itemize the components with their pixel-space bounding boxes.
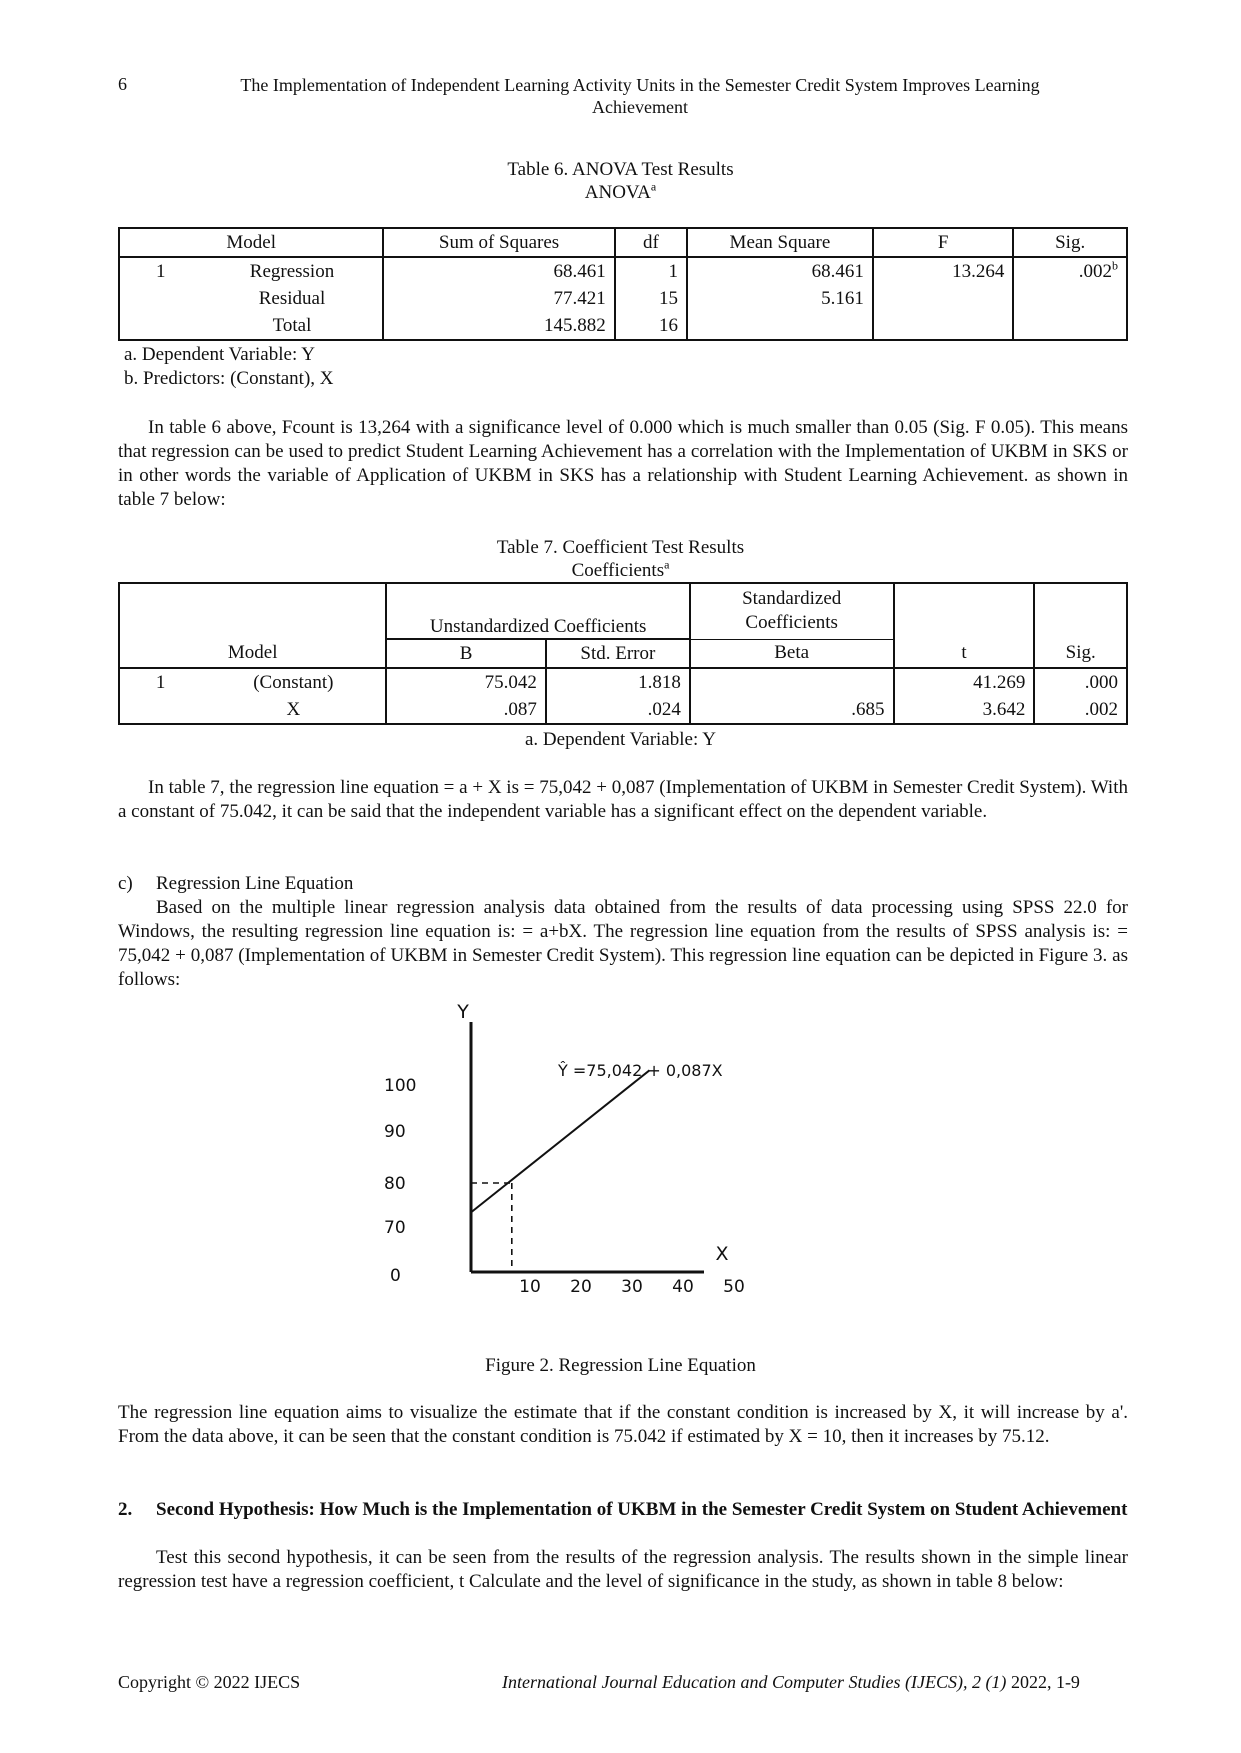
anova-cell	[1013, 312, 1127, 340]
coef-header-row-1	[119, 583, 1127, 639]
hypothesis2-body: Test this second hypothesis, it can be seen from the results of the regression analysis. The results shown in the simple linear regression test have a regression coefficient, t Calculate and the level of significance in the study, as shown in table 8 below:	[118, 1547, 1128, 1592]
equation-label: Ŷ =75,042 + 0,087X	[558, 1061, 723, 1080]
x-tick-label: 40	[672, 1277, 694, 1297]
table6-subcaption: ANOVA$^a$	[584, 179, 657, 203]
x-axis-label: X	[715, 1243, 729, 1265]
anova-cell: 68.461	[687, 257, 873, 285]
anova-cell: 15	[615, 285, 687, 312]
section-c-label: c)	[118, 873, 133, 894]
footer-copyright: Copyright © 2022 IJECS	[118, 1672, 301, 1692]
hypothesis2-title: Second Hypothesis: How Much is the Implementation of UKBM in the Semester Credit System on Student Achievement	[156, 1499, 1128, 1520]
footer-journal: International Journal Education and Computer Studies (IJECS), 2 (1) 2022, 1-9	[502, 1672, 1080, 1692]
table-row	[119, 668, 1127, 696]
coef-cell: .000	[1034, 668, 1127, 696]
anova-col-df: df	[615, 228, 687, 257]
section-c-title: Regression Line Equation	[156, 873, 354, 894]
anova-row-label: Residual	[258, 287, 326, 309]
coef-row-label: X	[201, 696, 386, 724]
hypothesis2-number: 2.	[118, 1499, 133, 1520]
x-tick-label: 30	[621, 1277, 643, 1297]
anova-cell: 16	[615, 312, 687, 340]
figure-caption: Figure 2. Regression Line Equation	[485, 1355, 756, 1376]
anova-cell: 5.161	[687, 285, 873, 312]
y-tick-label: 100	[384, 1076, 417, 1096]
anova-header-row	[119, 228, 1127, 257]
anova-cell: 77.421	[383, 285, 614, 312]
coef-model-number: 1	[119, 668, 201, 696]
y-tick-label: 90	[384, 1122, 406, 1142]
coef-cell: .024	[546, 696, 690, 724]
x-tick-label: 10	[519, 1277, 541, 1297]
coef-col-model: Model	[119, 639, 386, 668]
coef-col-sig: Sig.	[1034, 639, 1127, 668]
coef-cell: .087	[386, 696, 545, 724]
table-row	[119, 312, 1127, 340]
section-c-body: Based on the multiple linear regression analysis data obtained from the results of data processing using SPSS 22.0 for Windows, the resulting regression line equation is: = a+bX. The regression line equation from the results of SPSS analysis is: = 75,042 + 0,087 (Implementation of UKBM in Semester Credit System). This regression line equation can be depicted in Figure 3. as follows:	[118, 897, 1128, 990]
anova-cell	[1013, 285, 1127, 312]
anova-note-a: a. Dependent Variable: Y	[124, 344, 315, 365]
coef-col-beta: Beta	[690, 639, 894, 668]
regression-line-figure	[380, 1000, 840, 1350]
coef-cell: 75.042	[386, 668, 545, 696]
anova-table	[118, 227, 1128, 341]
table-row	[119, 257, 1127, 285]
anova-col-model: Model	[119, 228, 383, 257]
anova-cell: 1	[615, 257, 687, 285]
x-tick-label: 20	[570, 1277, 592, 1297]
y-tick-label: 80	[384, 1174, 406, 1194]
coef-group-standardized: Standardized Coefficients	[690, 583, 894, 639]
anova-cell	[687, 312, 873, 340]
table7-subcaption: Coefficients$^a$	[571, 557, 670, 581]
coef-header-row-2	[119, 639, 1127, 668]
anova-cell	[873, 312, 1013, 340]
coef-cell: 41.269	[894, 668, 1035, 696]
coef-cell: .685	[690, 696, 894, 724]
coefficients-table	[118, 582, 1128, 725]
page-number: 6	[118, 74, 127, 94]
coef-cell: .002	[1034, 696, 1127, 724]
table7-caption: Table 7. Coefficient Test Results	[496, 537, 745, 558]
anova-cell: 68.461	[383, 257, 614, 285]
regression-line	[471, 1070, 650, 1212]
anova-model-number: 1	[119, 257, 202, 285]
coef-row-label: (Constant)	[253, 671, 334, 693]
x-tick-label: 50	[723, 1277, 745, 1297]
coef-col-t: t	[894, 639, 1035, 668]
anova-col-ss: Sum of Squares	[383, 228, 614, 257]
y-axis-label: Y	[457, 1001, 469, 1023]
coef-cell: 3.642	[894, 696, 1035, 724]
anova-col-f: F	[873, 228, 1013, 257]
coef-col-b: B	[386, 639, 545, 668]
paragraph-anova-interpretation: In table 6 above, Fcount is 13,264 with a significance level of 0.000 which is much smaller than 0.05 (Sig. F 0.05). This means that regression can be used to predict Student Learning Achievement has a correlation with the Implementation of UKBM in SKS or in other words the variable of Application of UKBM in SKS has a relationship with Student Learning Achievement. as shown in table 7 below:	[118, 417, 1128, 510]
table-row	[119, 285, 1127, 312]
hypothesis2-heading	[118, 1498, 1128, 1522]
coef-cell	[690, 668, 894, 696]
paragraph-coefficients-interpretation: In table 7, the regression line equation = a + X is = 75,042 + 0,087 (Implementation of UKBM in Semester Credit System). With a constant of 75.042, it can be said that the independent variable has a significant effect on the dependent variable.	[118, 777, 1128, 822]
anova-row-label: Regression	[249, 260, 335, 282]
coef-cell: 1.818	[546, 668, 690, 696]
coef-group-unstandardized: Unstandardized Coefficients	[386, 583, 689, 639]
coef-note: a. Dependent Variable: Y	[525, 729, 716, 750]
anova-col-ms: Mean Square	[687, 228, 873, 257]
anova-cell: 145.882	[383, 312, 614, 340]
table6-caption: Table 6. ANOVA Test Results	[507, 159, 734, 180]
anova-cell: .002$^b$	[1013, 257, 1127, 285]
coef-col-se: Std. Error	[546, 639, 690, 668]
anova-cell: 13.264	[873, 257, 1013, 285]
anova-row-label: Total	[202, 312, 384, 340]
paragraph-regression-estimate: The regression line equation aims to visualize the estimate that if the constant condition is increased by X, it will increase by a'. From the data above, it can be seen that the constant condition is 75.042 if estimated by X = 10, then it increases by 75.12.	[118, 1402, 1128, 1447]
y-tick-label: 0	[390, 1266, 401, 1286]
running-title: The Implementation of Independent Learning Activity Units in the Semester Credit System Improves Learning Achievement	[240, 75, 1040, 117]
anova-note-b: b. Predictors: (Constant), X	[124, 368, 334, 389]
table-row	[119, 696, 1127, 724]
anova-cell	[873, 285, 1013, 312]
anova-col-sig: Sig.	[1013, 228, 1127, 257]
y-tick-label: 70	[384, 1218, 406, 1238]
